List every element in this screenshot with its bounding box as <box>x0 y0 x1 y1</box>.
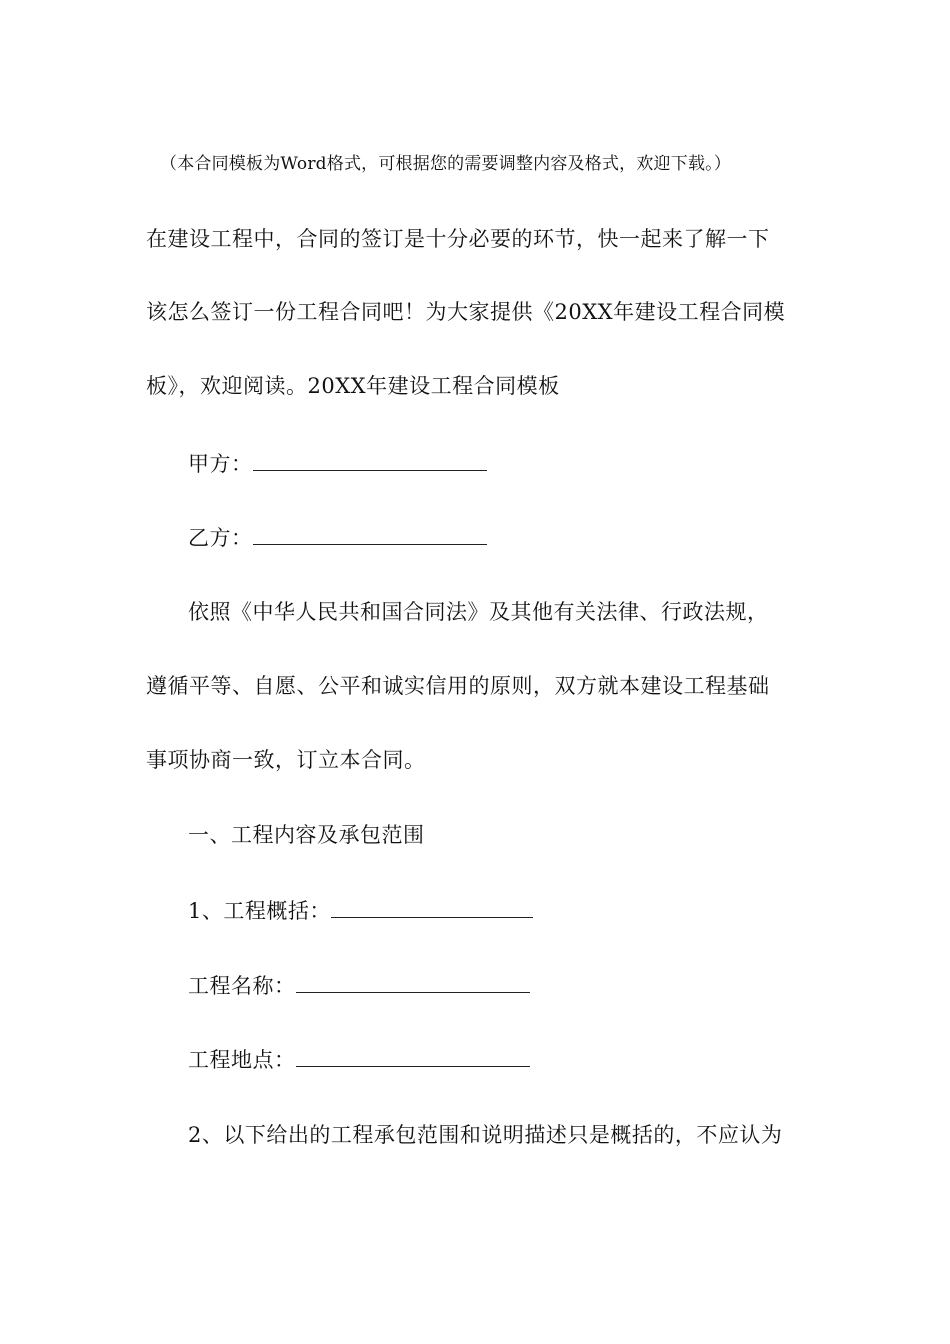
project-name-label: 工程名称： <box>188 974 296 998</box>
intro-line-2: 该怎么签订一份工程合同吧！为大家提供《20XX年建设工程合同模 <box>146 300 786 324</box>
party-a-label: 甲方： <box>188 452 253 476</box>
project-location-label: 工程地点： <box>188 1048 296 1072</box>
project-location-row <box>188 1044 530 1075</box>
party-b-row <box>188 522 487 553</box>
template-note: （本合同模板为Word格式，可根据您的需要调整内容及格式，欢迎下载。） <box>160 154 732 174</box>
project-location-blank <box>296 1044 530 1067</box>
basis-line-2: 遵循平等、自愿、公平和诚实信用的原则，双方就本建设工程基础 <box>146 674 770 698</box>
project-name-row <box>188 970 530 1001</box>
party-b-label: 乙方： <box>188 526 253 550</box>
intro-line-1: 在建设工程中，合同的签订是十分必要的环节，快一起来了解一下 <box>146 227 770 251</box>
project-name-blank <box>296 970 530 993</box>
item-1-blank <box>331 895 533 918</box>
party-b-blank <box>253 522 487 545</box>
section-1-heading: 一、工程内容及承包范围 <box>188 823 425 847</box>
intro-line-3: 板》，欢迎阅读。20XX年建设工程合同模板 <box>146 374 560 398</box>
item-1-label: 1、工程概括： <box>188 899 331 923</box>
item-2-line: 2、以下给出的工程承包范围和说明描述只是概括的，不应认为 <box>188 1123 783 1147</box>
basis-line-3: 事项协商一致，订立本合同。 <box>146 748 426 772</box>
party-a-row <box>188 448 487 479</box>
party-a-blank <box>253 448 487 471</box>
item-1-row <box>188 895 533 926</box>
basis-line-1: 依照《中华人民共和国合同法》及其他有关法律、行政法规， <box>188 600 769 624</box>
